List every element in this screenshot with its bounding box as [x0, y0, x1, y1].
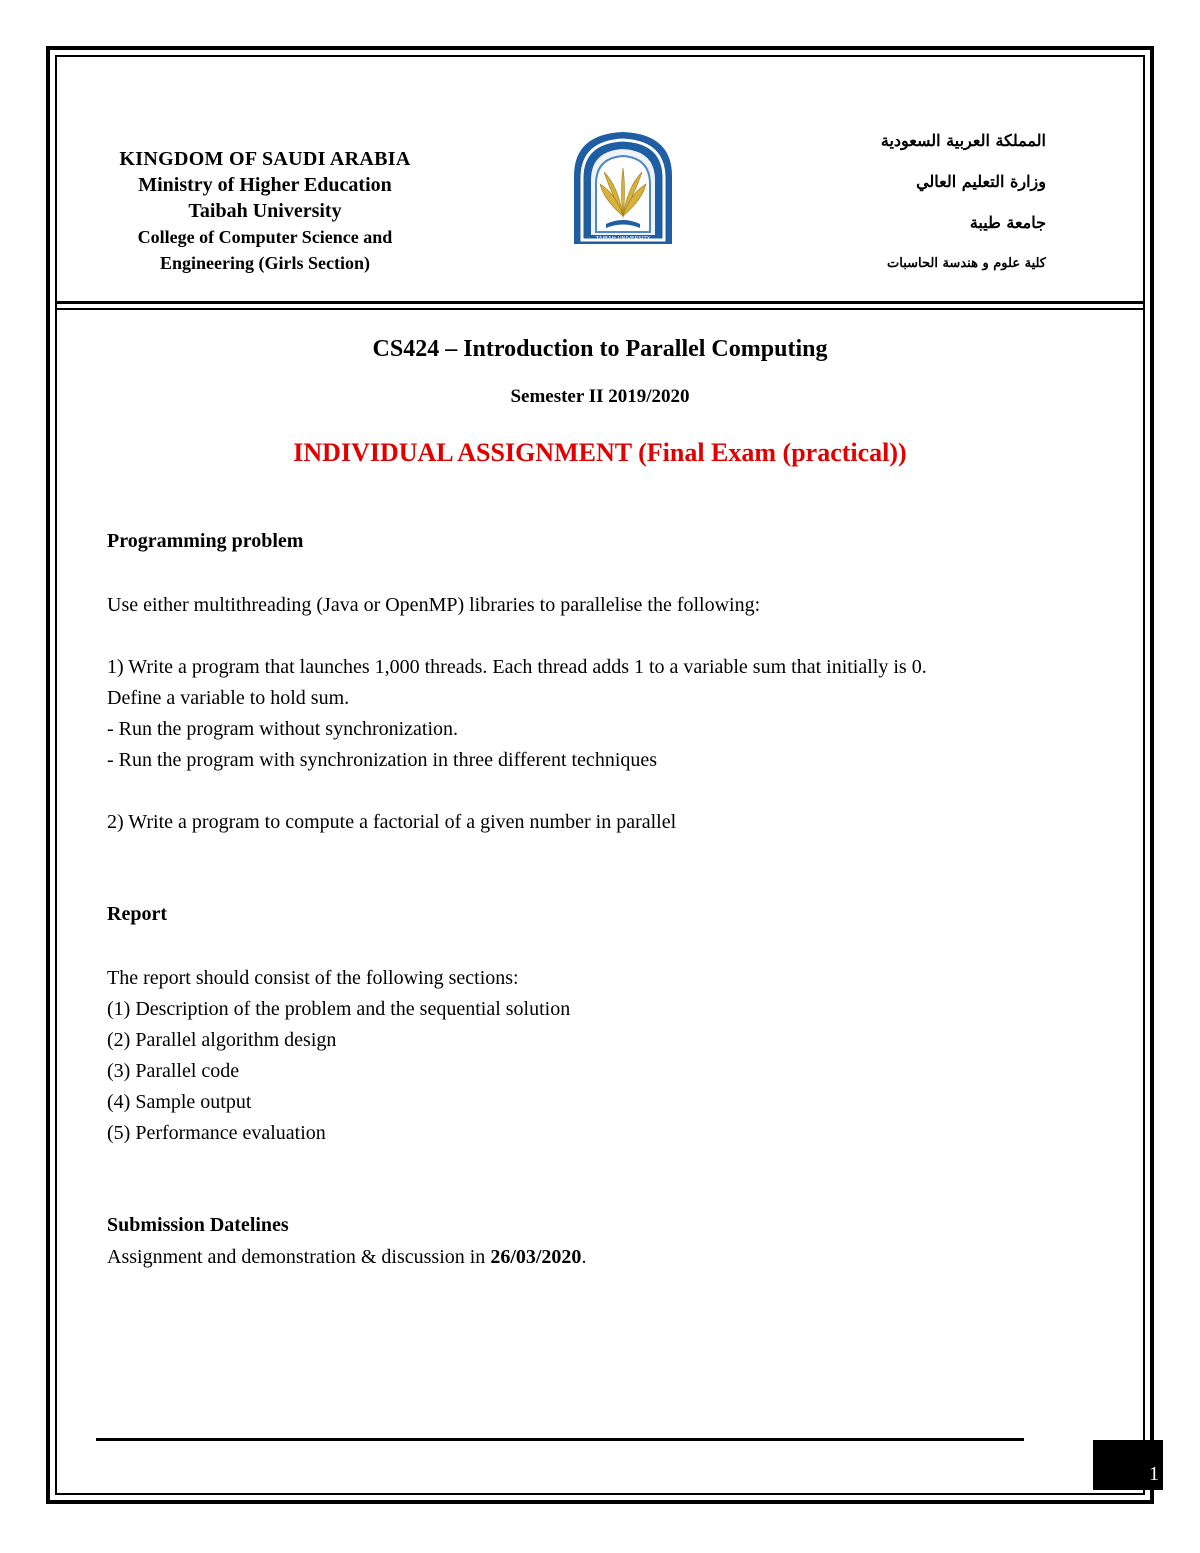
programming-intro: Use either multithreading (Java or OpenMP) libraries to parallelise the following:: [107, 594, 761, 616]
header-college-ar: كلية علوم و هندسة الحاسبات: [887, 256, 1046, 271]
report-item: (3) Parallel code: [107, 1060, 240, 1082]
english-header: [80, 146, 450, 276]
logo-text: TAIBAH UNIVERSITY: [595, 236, 651, 242]
page-number-box: [1093, 1440, 1163, 1490]
header-ministry-ar: وزارة التعليم العالي: [916, 172, 1046, 191]
programming-question-2: 2) Write a program to compute a factorial of a given number in parallel: [107, 811, 677, 833]
programming-line: - Run the program with synchronization in three different techniques: [107, 749, 658, 771]
header-college-2: Engineering (Girls Section): [160, 253, 370, 273]
programming-heading: Programming problem: [107, 530, 304, 552]
header-separator: [55, 301, 1145, 304]
programming-line: Define a variable to hold sum.: [107, 687, 350, 709]
header-university-ar: جامعة طيبة: [969, 213, 1046, 232]
report-item: (2) Parallel algorithm design: [107, 1029, 337, 1051]
semester: Semester II 2019/2020: [510, 386, 690, 407]
taibah-university-logo: [570, 128, 676, 248]
submission-text: Assignment and demonstration & discussion in: [107, 1246, 491, 1268]
arabic-header: [881, 120, 1046, 284]
footer-line: [96, 1438, 1024, 1441]
page-number: 1: [1149, 1463, 1159, 1485]
submission-heading: Submission Datelines: [107, 1214, 289, 1236]
report-heading: Report: [107, 903, 167, 925]
report-item: (5) Performance evaluation: [107, 1122, 326, 1144]
report-intro: The report should consist of the following sections:: [107, 967, 519, 989]
programming-line: 1) Write a program that launches 1,000 threads. Each thread adds 1 to a variable sum that initially is 0.: [107, 656, 927, 678]
submission-end: .: [581, 1246, 587, 1268]
report-item: (4) Sample output: [107, 1091, 252, 1113]
header-separator-thin: [55, 308, 1145, 310]
submission-date: 26/03/2020: [490, 1246, 582, 1268]
course-title: CS424 – Introduction to Parallel Computing: [372, 336, 828, 362]
submission-line: [107, 1246, 586, 1269]
programming-line: - Run the program without synchronization.: [107, 718, 459, 740]
header-ministry: Ministry of Higher Education: [138, 174, 392, 196]
assignment-title: INDIVIDUAL ASSIGNMENT (Final Exam (practical)): [293, 438, 907, 467]
header-country-ar: المملكة العربية السعودية: [880, 131, 1046, 150]
header-country: KINGDOM OF SAUDI ARABIA: [119, 148, 411, 170]
report-item: (1) Description of the problem and the sequential solution: [107, 998, 571, 1020]
header-college-1: College of Computer Science and: [137, 227, 393, 247]
header-university: Taibah University: [188, 200, 342, 222]
